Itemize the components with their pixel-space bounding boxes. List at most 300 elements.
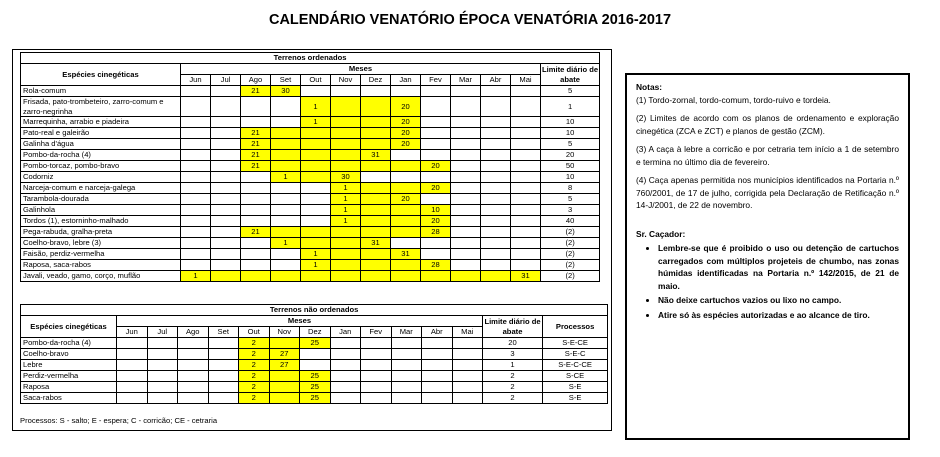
species-name: Pombo-torcaz, pombo-bravo [21, 161, 181, 172]
season-date: 31 [361, 238, 391, 249]
month-cell [421, 172, 451, 183]
month-cell [241, 183, 271, 194]
season-date: 1 [271, 172, 301, 183]
month-cell [178, 360, 209, 371]
month-cell [391, 172, 421, 183]
month-cell [421, 271, 451, 282]
month-cell [361, 260, 391, 271]
month-cell [271, 150, 301, 161]
season-date: 21 [241, 161, 271, 172]
month-cell [301, 128, 331, 139]
month-cell [241, 205, 271, 216]
month-cell [241, 260, 271, 271]
month-cell [181, 86, 211, 97]
table-row [21, 97, 600, 117]
table-row [21, 227, 600, 238]
hunter-heading: Sr. Caçador: [636, 228, 686, 239]
table-row [21, 172, 600, 183]
season-date: 20 [391, 139, 421, 150]
table-row [21, 271, 600, 282]
daily-limit: 3 [541, 205, 600, 216]
month-cell [391, 216, 421, 227]
month-cell [241, 271, 271, 282]
month-cell [361, 249, 391, 260]
advice-item: • Atire só às espécies autorizadas e ao alcance de tiro. [658, 309, 899, 322]
month-cell [452, 393, 483, 404]
month-cell [330, 371, 361, 382]
month-cell [451, 205, 481, 216]
month-cell [451, 117, 481, 128]
daily-limit: 2 [483, 371, 543, 382]
month-cell [361, 86, 391, 97]
month-cell [241, 238, 271, 249]
month-cell [391, 338, 422, 349]
month-header: Fev [421, 75, 451, 86]
species-name: Coelho-bravo [21, 349, 117, 360]
month-cell [178, 371, 209, 382]
month-cell [330, 349, 361, 360]
season-date: 2 [239, 371, 270, 382]
season-date: 31 [391, 249, 421, 260]
month-cell [481, 97, 511, 117]
table-caption: Terrenos ordenados [21, 53, 600, 64]
month-cell [147, 360, 178, 371]
month-cell [421, 97, 451, 117]
season-date: 2 [239, 349, 270, 360]
month-cell [181, 194, 211, 205]
daily-limit: 2 [483, 393, 543, 404]
daily-limit-header: Limite diário de abate [484, 317, 541, 336]
month-cell [271, 205, 301, 216]
page-title: CALENDÁRIO VENATÓRIO ÉPOCA VENATÓRIA 2016-2017 [268, 12, 672, 28]
month-cell [301, 238, 331, 249]
month-cell [241, 216, 271, 227]
season-date: 1 [181, 271, 211, 282]
month-cell [211, 139, 241, 150]
month-cell [211, 271, 241, 282]
month-cell [421, 139, 451, 150]
month-cell [391, 227, 421, 238]
month-cell [211, 128, 241, 139]
month-cell [301, 139, 331, 150]
season-date: 25 [300, 382, 331, 393]
daily-limit: 10 [541, 128, 600, 139]
species-name: Coelho-bravo, lebre (3) [21, 238, 181, 249]
table-row [21, 349, 608, 360]
month-cell [269, 393, 300, 404]
species-name: Javali, veado, gamo, corço, muflão [21, 271, 181, 282]
daily-limit: (2) [541, 227, 600, 238]
month-cell [452, 371, 483, 382]
month-cell [481, 194, 511, 205]
month-cell [271, 227, 301, 238]
month-cell [421, 150, 451, 161]
month-cell [391, 371, 422, 382]
month-cell [331, 238, 361, 249]
month-cell [421, 238, 451, 249]
month-cell [481, 128, 511, 139]
month-cell [451, 227, 481, 238]
month-cell [271, 97, 301, 117]
season-date: 25 [300, 371, 331, 382]
month-cell [211, 194, 241, 205]
month-cell [422, 349, 453, 360]
species-name: Raposa [21, 382, 117, 393]
species-name: Pega-rabuda, gralha-preta [21, 227, 181, 238]
month-cell [331, 271, 361, 282]
month-header: Mai [511, 75, 541, 86]
table-row [21, 183, 600, 194]
month-header: Mai [452, 327, 483, 338]
species-name: Codorniz [21, 172, 181, 183]
table-row [21, 249, 600, 260]
species-name: Narceja-comum e narceja-galega [21, 183, 181, 194]
month-cell [300, 360, 331, 371]
month-cell [361, 205, 391, 216]
season-date: 30 [271, 86, 301, 97]
month-header: Ago [241, 75, 271, 86]
month-cell [269, 371, 300, 382]
season-date: 10 [421, 205, 451, 216]
table-row [21, 128, 600, 139]
month-cell [331, 128, 361, 139]
season-date: 31 [361, 150, 391, 161]
season-date: 20 [391, 117, 421, 128]
month-cell [511, 238, 541, 249]
table-row [21, 371, 608, 382]
month-header: Jul [147, 327, 178, 338]
table-row [21, 360, 608, 371]
month-cell [211, 183, 241, 194]
month-cell [331, 150, 361, 161]
month-cell [147, 338, 178, 349]
month-cell [422, 360, 453, 371]
month-cell [511, 117, 541, 128]
month-cell [481, 227, 511, 238]
note-3: (3) A caça à lebre a corricão e por cetraria tem início a 1 de setembro e termina no último dia de fevereiro. [636, 144, 899, 167]
month-cell [208, 338, 239, 349]
month-cell [208, 371, 239, 382]
month-header: Dez [361, 75, 391, 86]
month-cell [511, 205, 541, 216]
month-cell [511, 227, 541, 238]
month-cell [361, 117, 391, 128]
season-date: 1 [331, 194, 361, 205]
month-cell [361, 382, 392, 393]
month-cell [147, 349, 178, 360]
season-date: 2 [239, 338, 270, 349]
month-cell [211, 161, 241, 172]
month-cell [391, 393, 422, 404]
month-cell [511, 139, 541, 150]
process-value: S-E-C-CE [543, 360, 608, 371]
month-cell [301, 161, 331, 172]
month-header: Mar [451, 75, 481, 86]
month-cell [361, 349, 392, 360]
month-cell [452, 382, 483, 393]
month-cell [511, 183, 541, 194]
season-date: 2 [239, 393, 270, 404]
season-date: 20 [421, 216, 451, 227]
advice-item: • Lembre-se que é proibido o uso ou detenção de cartuchos carregados com múltiplos projeteis de chumbo, nas zonas húmidas identificadas na Portaria n.º 142/2015, de 21 de maio. [658, 242, 899, 292]
month-cell [451, 238, 481, 249]
month-cell [481, 139, 511, 150]
month-cell [451, 249, 481, 260]
month-cell [421, 128, 451, 139]
month-cell [452, 360, 483, 371]
month-cell [117, 393, 148, 404]
month-cell [361, 227, 391, 238]
month-header: Abr [481, 75, 511, 86]
species-name: Pato-real e galeirão [21, 128, 181, 139]
season-date: 2 [239, 382, 270, 393]
season-date: 25 [300, 338, 331, 349]
month-cell [271, 117, 301, 128]
month-cell [271, 194, 301, 205]
month-cell [181, 183, 211, 194]
species-header: Espécies cinegéticas [21, 64, 181, 86]
month-cell [211, 249, 241, 260]
month-cell [181, 97, 211, 117]
month-cell [391, 382, 422, 393]
month-cell [481, 150, 511, 161]
months-header: Meses [117, 316, 483, 327]
month-cell [511, 172, 541, 183]
month-cell [331, 161, 361, 172]
month-cell [391, 161, 421, 172]
month-cell [211, 238, 241, 249]
months-header: Meses [181, 64, 541, 75]
month-cell [361, 128, 391, 139]
month-cell [451, 139, 481, 150]
daily-limit: 20 [483, 338, 543, 349]
month-cell [391, 238, 421, 249]
month-cell [271, 161, 301, 172]
month-cell [208, 393, 239, 404]
month-header: Abr [422, 327, 453, 338]
month-cell [331, 86, 361, 97]
month-cell [211, 260, 241, 271]
month-cell [421, 117, 451, 128]
month-cell [147, 382, 178, 393]
daily-limit: (2) [541, 249, 600, 260]
month-cell [330, 360, 361, 371]
month-cell [361, 172, 391, 183]
month-cell [208, 360, 239, 371]
month-cell [361, 271, 391, 282]
daily-limit: 50 [541, 161, 600, 172]
month-cell [181, 117, 211, 128]
month-cell [451, 260, 481, 271]
unordered-lands-table [20, 304, 608, 404]
process-value: S-E-CE [543, 338, 608, 349]
month-cell [422, 393, 453, 404]
month-cell [301, 216, 331, 227]
ordered-lands-table [20, 52, 600, 282]
month-cell [481, 183, 511, 194]
month-header: Fev [361, 327, 392, 338]
month-cell [451, 194, 481, 205]
month-cell [241, 194, 271, 205]
species-name: Tordos (1), estorninho-malhado [21, 216, 181, 227]
notes-box [625, 73, 910, 440]
table-row [21, 238, 600, 249]
month-cell [181, 216, 211, 227]
month-cell [117, 338, 148, 349]
month-cell [147, 393, 178, 404]
daily-limit: 5 [541, 194, 600, 205]
season-date: 21 [241, 86, 271, 97]
species-name: Raposa, saca-rabos [21, 260, 181, 271]
month-cell [361, 338, 392, 349]
month-cell [117, 371, 148, 382]
daily-limit: 1 [541, 97, 600, 117]
month-cell [271, 249, 301, 260]
process-value: S-E-C [543, 349, 608, 360]
species-name: Galinha d'água [21, 139, 181, 150]
season-date: 27 [269, 349, 300, 360]
month-cell [330, 393, 361, 404]
month-cell [211, 86, 241, 97]
month-cell [211, 216, 241, 227]
species-name: Marrequinha, arrabio e piadeira [21, 117, 181, 128]
season-date: 28 [421, 260, 451, 271]
month-cell [451, 271, 481, 282]
note-2: (2) Limites de acordo com os planos de ordenamento e exploração cinegética (ZCA e ZCT) e planos de gestão (ZCM). [636, 113, 899, 136]
month-cell [422, 382, 453, 393]
season-date: 21 [241, 227, 271, 238]
daily-limit: 20 [541, 150, 600, 161]
month-cell [481, 271, 511, 282]
month-cell [117, 382, 148, 393]
month-cell [421, 249, 451, 260]
month-cell [269, 338, 300, 349]
month-cell [271, 271, 301, 282]
month-cell [331, 117, 361, 128]
daily-limit: 40 [541, 216, 600, 227]
month-cell [511, 194, 541, 205]
month-header: Jan [391, 75, 421, 86]
month-cell [117, 349, 148, 360]
month-cell [300, 349, 331, 360]
month-cell [331, 249, 361, 260]
month-cell [181, 238, 211, 249]
month-cell [391, 360, 422, 371]
month-cell [481, 86, 511, 97]
month-cell [511, 161, 541, 172]
month-cell [391, 260, 421, 271]
month-cell [208, 382, 239, 393]
season-date: 30 [331, 172, 361, 183]
month-cell [451, 216, 481, 227]
month-cell [361, 194, 391, 205]
season-date: 28 [421, 227, 451, 238]
species-name: Frisada, pato-trombeteiro, zarro-comum e zarro-negrinha [21, 97, 181, 117]
month-cell [178, 393, 209, 404]
month-cell [271, 183, 301, 194]
daily-limit: 8 [541, 183, 600, 194]
month-cell [181, 260, 211, 271]
season-date: 1 [331, 183, 361, 194]
month-cell [481, 260, 511, 271]
hunter-advice-list [636, 242, 899, 321]
season-date: 21 [241, 128, 271, 139]
month-cell [241, 172, 271, 183]
daily-limit: (2) [541, 260, 600, 271]
month-header: Nov [269, 327, 300, 338]
month-cell [451, 86, 481, 97]
table-row [21, 139, 600, 150]
daily-limit: 2 [483, 382, 543, 393]
month-cell [331, 139, 361, 150]
month-cell [211, 150, 241, 161]
month-cell [181, 150, 211, 161]
month-cell [511, 150, 541, 161]
month-cell [511, 216, 541, 227]
month-cell [181, 249, 211, 260]
month-cell [361, 216, 391, 227]
month-cell [421, 194, 451, 205]
species-name: Perdiz-vermelha [21, 371, 117, 382]
table-row [21, 260, 600, 271]
month-cell [208, 349, 239, 360]
season-date: 21 [241, 139, 271, 150]
season-date: 20 [391, 128, 421, 139]
month-cell [481, 238, 511, 249]
month-cell [481, 216, 511, 227]
month-cell [181, 227, 211, 238]
season-date: 21 [241, 150, 271, 161]
month-header: Jul [211, 75, 241, 86]
month-cell [178, 338, 209, 349]
month-cell [481, 205, 511, 216]
month-cell [211, 227, 241, 238]
month-cell [271, 260, 301, 271]
month-cell [211, 117, 241, 128]
season-date: 1 [301, 117, 331, 128]
daily-limit: 3 [483, 349, 543, 360]
month-cell [271, 139, 301, 150]
season-date: 1 [331, 205, 361, 216]
month-header: Nov [331, 75, 361, 86]
daily-limit-header: Limite diário de abate [542, 65, 599, 84]
month-cell [451, 97, 481, 117]
month-header: Mar [391, 327, 422, 338]
table-row [21, 161, 600, 172]
month-cell [361, 360, 392, 371]
daily-limit: 5 [541, 86, 600, 97]
advice-item: • Não deixe cartuchos vazios ou lixo no campo. [658, 294, 899, 307]
month-cell [361, 393, 392, 404]
month-cell [451, 161, 481, 172]
month-cell [451, 183, 481, 194]
month-cell [361, 139, 391, 150]
month-cell [178, 382, 209, 393]
daily-limit: 5 [541, 139, 600, 150]
process-value: S-E [543, 382, 608, 393]
daily-limit: 1 [483, 360, 543, 371]
month-cell [330, 382, 361, 393]
month-cell [330, 338, 361, 349]
month-cell [511, 128, 541, 139]
species-name: Pombo-da-rocha (4) [21, 338, 117, 349]
month-cell [451, 128, 481, 139]
month-cell [481, 172, 511, 183]
month-cell [511, 86, 541, 97]
month-cell [451, 172, 481, 183]
month-cell [301, 183, 331, 194]
month-cell [391, 86, 421, 97]
